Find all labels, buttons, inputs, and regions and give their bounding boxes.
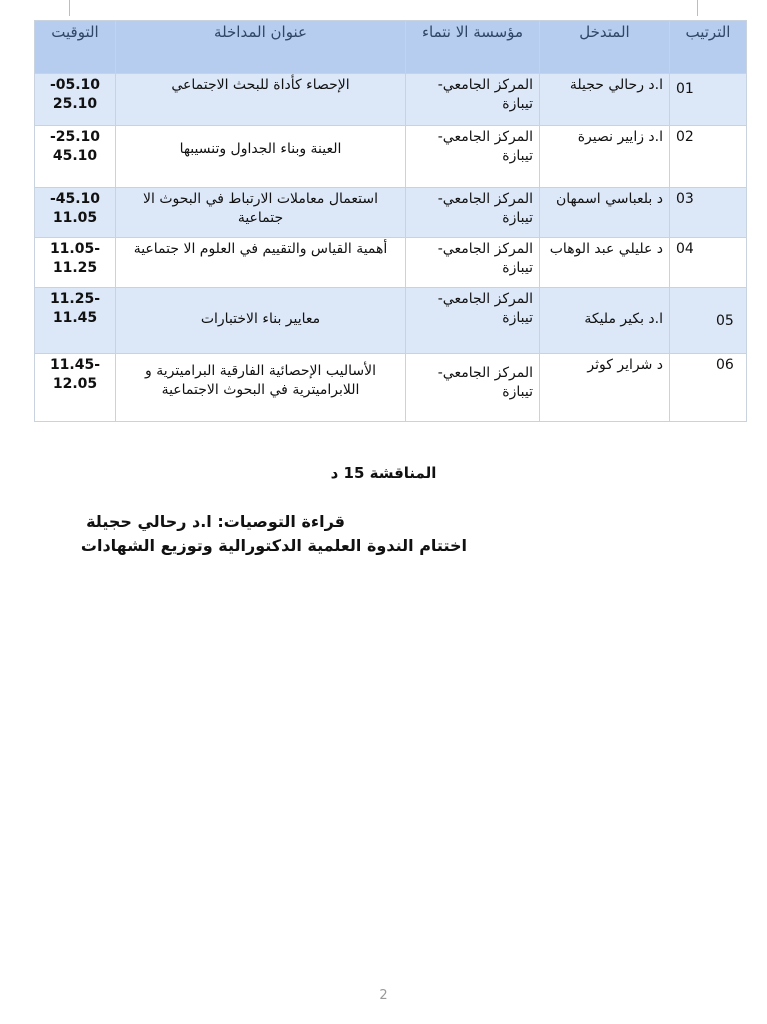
table-row xyxy=(35,288,747,354)
table-row xyxy=(35,354,747,422)
cell-institution: المركز الجامعي- تيبازة xyxy=(406,126,540,188)
discussion-note: المناقشة 15 د xyxy=(330,464,437,482)
header-title: عنوان المداخلة xyxy=(116,21,406,74)
cell-time: -11.25 11.45 xyxy=(35,288,116,354)
cell-speaker: ا.د بكير مليكة xyxy=(540,288,670,354)
cell-institution: المركز الجامعي- تيبازة xyxy=(406,288,540,354)
crop-mark-left xyxy=(69,0,70,16)
cell-time: 05.10- 25.10 xyxy=(35,74,116,126)
cell-speaker: د شراير كوثر xyxy=(540,354,670,422)
cell-order: 04 xyxy=(670,238,747,288)
cell-time: -11.05 11.25 xyxy=(35,238,116,288)
cell-institution: المركز الجامعي- تيبازة xyxy=(406,238,540,288)
header-time: التوقيت xyxy=(35,21,116,74)
header-speaker: المتدخل xyxy=(540,21,670,74)
header-institution: مؤسسة الا نتماء xyxy=(406,21,540,74)
cell-time: -11.45 12.05 xyxy=(35,354,116,422)
cell-order: 03 xyxy=(670,188,747,238)
schedule-table xyxy=(34,20,747,422)
crop-mark-right xyxy=(697,0,698,16)
cell-time: 25.10- 45.10 xyxy=(35,126,116,188)
recommendations-line: قراءة التوصيات: ا.د رحالي حجيلة xyxy=(86,512,345,531)
table-row xyxy=(35,126,747,188)
cell-title: أهمية القياس والتقييم في العلوم الا جتماعية xyxy=(116,238,406,288)
cell-time: 45.10- 11.05 xyxy=(35,188,116,238)
cell-institution: المركز الجامعي- تيبازة xyxy=(406,354,540,422)
cell-order: 01 xyxy=(670,74,747,126)
cell-speaker: ا.د رحالي حجيلة xyxy=(540,74,670,126)
cell-institution: المركز الجامعي- تيبازة xyxy=(406,188,540,238)
cell-title: استعمال معاملات الارتباط في البحوث الا جتماعية xyxy=(116,188,406,238)
cell-title: الأساليب الإحصائية الفارقية البراميترية و اللابراميترية في البحوث الاجتماعية xyxy=(116,354,406,422)
cell-title: الإحصاء كأداة للبحث الاجتماعي xyxy=(116,74,406,126)
page-number: 2 xyxy=(379,988,388,1003)
table-header-row xyxy=(35,21,747,74)
table-row xyxy=(35,188,747,238)
cell-order: 02 xyxy=(670,126,747,188)
cell-speaker: د بلعباسي اسمهان xyxy=(540,188,670,238)
cell-speaker: ا.د زايير نصيرة xyxy=(540,126,670,188)
header-order: الترتيب xyxy=(670,21,747,74)
cell-title: العينة وبناء الجداول وتنسيبها xyxy=(116,126,406,188)
cell-title: معايير بناء الاختبارات xyxy=(116,288,406,354)
cell-order: 05 xyxy=(670,288,747,354)
cell-institution: المركز الجامعي- تيبازة xyxy=(406,74,540,126)
table-row xyxy=(35,74,747,126)
cell-order: 06 xyxy=(670,354,747,422)
closing-line: اختتام الندوة العلمية الدكتورالية وتوزيع الشهادات xyxy=(80,536,467,555)
table-row xyxy=(35,238,747,288)
cell-speaker: د عليلي عبد الوهاب xyxy=(540,238,670,288)
